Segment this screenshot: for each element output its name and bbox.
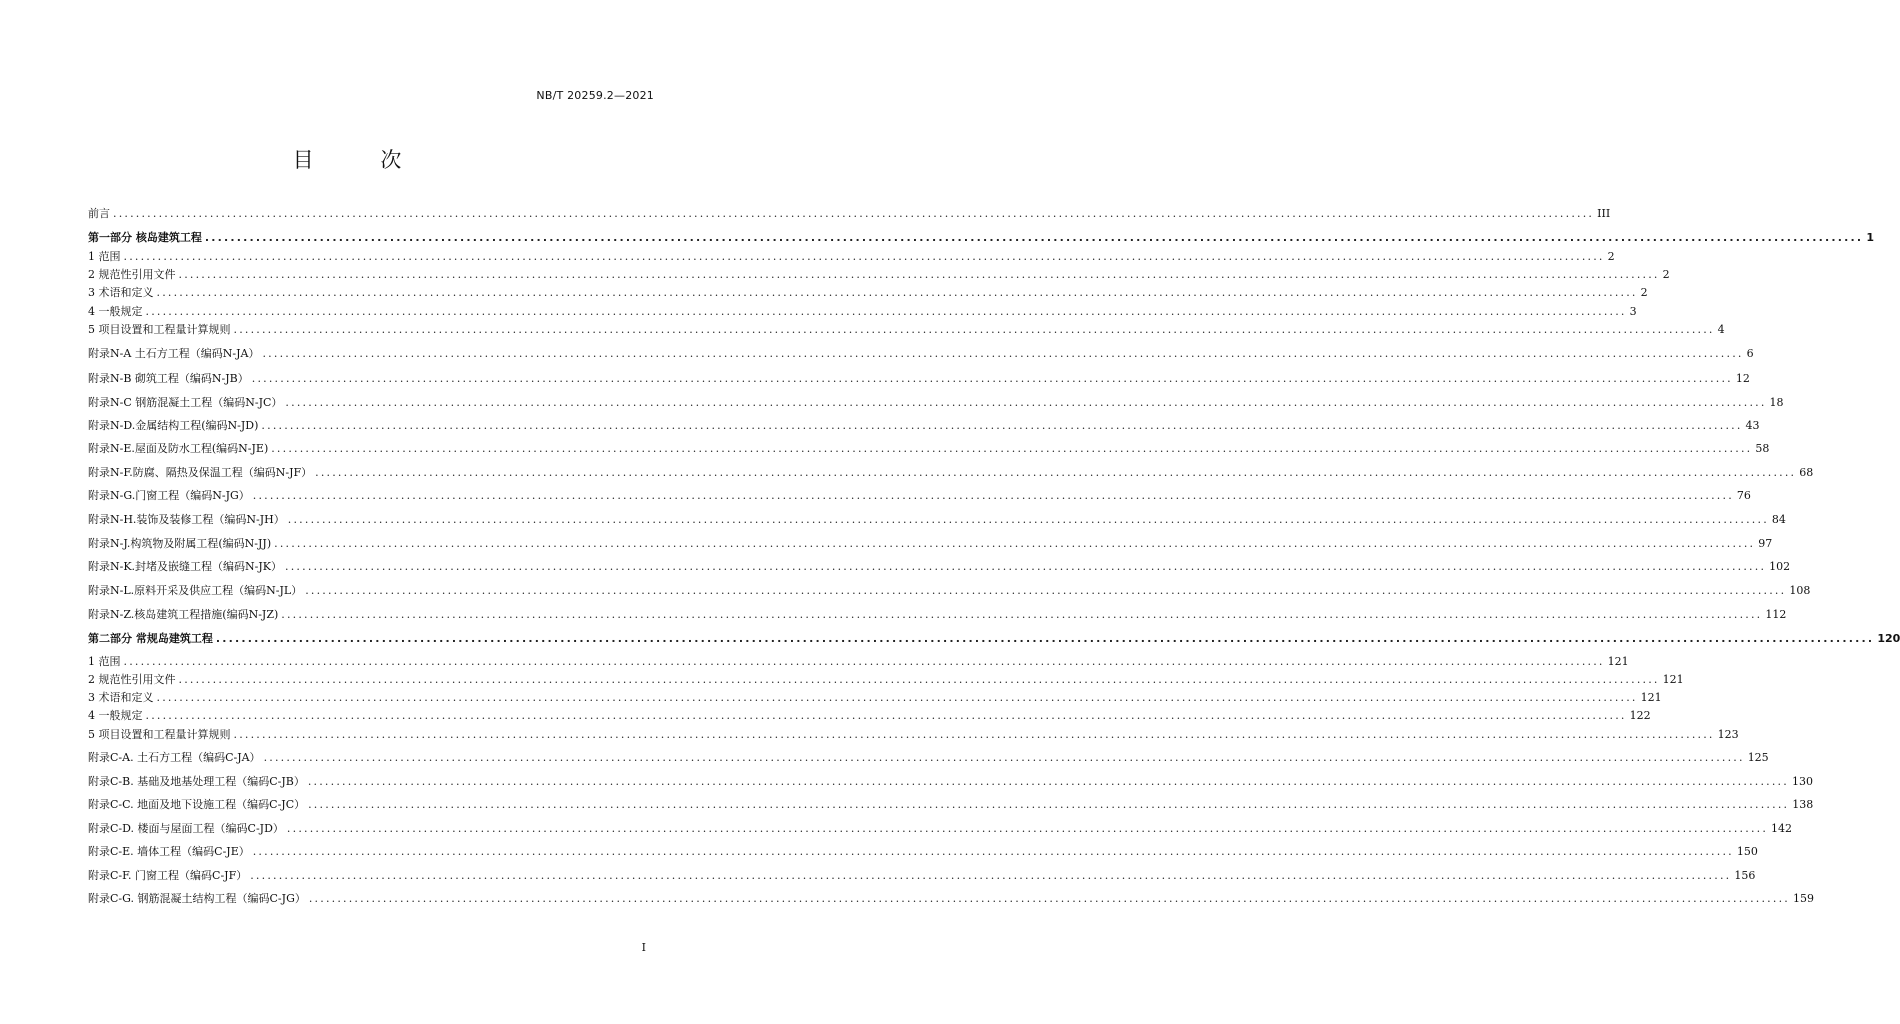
toc-dot-leader: .................................................................................................................................................................................................................................................................... xyxy=(307,775,1789,788)
toc-entry[interactable] xyxy=(88,394,1784,411)
toc-entry-label: 4 一般规定 xyxy=(88,709,143,722)
toc-dot-leader: .................................................................................................................................................................................................................................................................... xyxy=(204,231,1864,244)
toc-entry-label: 附录N-B 砌筑工程（编码N-JB） xyxy=(88,372,249,385)
toc-entry-label: 附录N-E.屋面及防水工程(编码N-JE) xyxy=(88,442,269,455)
toc-entry[interactable] xyxy=(88,248,1615,265)
toc-entry-page: 142 xyxy=(1771,822,1793,835)
toc-entry-page: 4 xyxy=(1717,323,1725,336)
toc-entry[interactable] xyxy=(88,820,1793,837)
toc-entry[interactable] xyxy=(88,582,1811,599)
toc-entry-page: 121 xyxy=(1607,655,1629,668)
toc-entry[interactable] xyxy=(88,440,1770,457)
toc-entry-page: 159 xyxy=(1792,892,1814,905)
toc-dot-leader: .................................................................................................................................................................................................................................................................... xyxy=(156,286,1638,299)
toc-entry-label: 附录C-E. 墙体工程（编码C-JE） xyxy=(88,845,250,858)
toc-entry-page: 120 xyxy=(1877,632,1900,645)
toc-entry[interactable] xyxy=(88,707,1651,724)
toc-entry-page: 121 xyxy=(1640,691,1662,704)
toc-entry[interactable] xyxy=(88,558,1791,575)
toc-entry-page: 1 xyxy=(1866,231,1874,244)
toc-entry[interactable] xyxy=(88,321,1725,338)
toc-entry-page: 2 xyxy=(1640,286,1648,299)
toc-dot-leader: .................................................................................................................................................................................................................................................................... xyxy=(178,268,1660,281)
toc-dot-leader: .................................................................................................................................................................................................................................................................... xyxy=(262,347,1744,360)
toc-entry[interactable] xyxy=(88,843,1758,860)
toc-dot-leader: .................................................................................................................................................................................................................................................................... xyxy=(145,305,1627,318)
toc-entry[interactable] xyxy=(88,867,1756,884)
toc-entry[interactable] xyxy=(88,345,1754,362)
toc-entry-label: 5 项目设置和工程量计算规则 xyxy=(88,323,231,336)
toc-entry-label: 第一部分 核岛建筑工程 xyxy=(88,231,202,244)
toc-dot-leader: .................................................................................................................................................................................................................................................................... xyxy=(287,513,1769,526)
toc-entry-label: 附录N-A 土石方工程（编码N-JA） xyxy=(88,347,260,360)
toc-dot-leader: .................................................................................................................................................................................................................................................................... xyxy=(285,396,1767,409)
toc-entry-page: 58 xyxy=(1755,442,1770,455)
toc-dot-leader: .................................................................................................................................................................................................................................................................... xyxy=(308,798,1790,811)
toc-dot-leader: .................................................................................................................................................................................................................................................................... xyxy=(145,709,1627,722)
toc-entry[interactable] xyxy=(88,487,1751,504)
page-title: 目 次 xyxy=(292,148,432,172)
toc-entry[interactable] xyxy=(88,464,1814,481)
toc-entry[interactable] xyxy=(88,671,1684,688)
toc-entry-label: 2 规范性引用文件 xyxy=(88,268,176,281)
standard-number: NB/T 20259.2—2021 xyxy=(536,89,654,102)
toc-entry-page: 18 xyxy=(1769,396,1784,409)
toc-entry-page: 43 xyxy=(1745,419,1760,432)
toc-dot-leader: .................................................................................................................................................................................................................................................................... xyxy=(123,250,1605,263)
toc-dot-leader: .................................................................................................................................................................................................................................................................... xyxy=(263,751,1745,764)
toc-entry-label: 附录C-D. 楼面与屋面工程（编码C-JD） xyxy=(88,822,284,835)
toc-entry[interactable] xyxy=(88,205,1611,222)
toc-entry-page: 2 xyxy=(1662,268,1670,281)
toc-dot-leader: .................................................................................................................................................................................................................................................................... xyxy=(261,419,1743,432)
toc-entry[interactable] xyxy=(88,653,1629,670)
toc-entry-label: 1 范围 xyxy=(88,655,121,668)
toc-dot-leader: .................................................................................................................................................................................................................................................................... xyxy=(123,655,1605,668)
toc-dot-leader: .................................................................................................................................................................................................................................................................... xyxy=(305,584,1787,597)
toc-entry-label: 附录N-L.原料开采及供应工程（编码N-JL） xyxy=(88,584,303,597)
toc-entry[interactable] xyxy=(88,796,1814,813)
toc-entry[interactable] xyxy=(88,630,1900,647)
toc-entry-page: 150 xyxy=(1736,845,1758,858)
toc-entry-label: 附录C-C. 地面及地下设施工程（编码C-JC） xyxy=(88,798,306,811)
toc-dot-leader: .................................................................................................................................................................................................................................................................... xyxy=(252,845,1734,858)
toc-entry-label: 附录N-H.装饰及装修工程（编码N-JH） xyxy=(88,513,285,526)
toc-entry[interactable] xyxy=(88,689,1662,706)
toc-entry-label: 附录N-K.封堵及嵌缝工程（编码N-JK） xyxy=(88,560,283,573)
toc-entry-page: III xyxy=(1597,207,1611,220)
toc-dot-leader: .................................................................................................................................................................................................................................................................... xyxy=(233,728,1715,741)
toc-entry-label: 3 术语和定义 xyxy=(88,286,154,299)
toc-dot-leader: .................................................................................................................................................................................................................................................................... xyxy=(233,323,1715,336)
toc-dot-leader: .................................................................................................................................................................................................................................................................... xyxy=(286,822,1769,835)
toc-dot-leader: .................................................................................................................................................................................................................................................................... xyxy=(156,691,1638,704)
toc-entry[interactable] xyxy=(88,749,1769,766)
toc-entry-label: 附录N-G.门窗工程（编码N-JG） xyxy=(88,489,250,502)
toc-entry[interactable] xyxy=(88,417,1760,434)
toc-entry-page: 102 xyxy=(1769,560,1791,573)
toc-dot-leader: .................................................................................................................................................................................................................................................................... xyxy=(285,560,1767,573)
page-number: I xyxy=(641,941,646,954)
toc-dot-leader: .................................................................................................................................................................................................................................................................... xyxy=(271,442,1753,455)
toc-dot-leader: .................................................................................................................................................................................................................................................................... xyxy=(113,207,1595,220)
toc-entry-page: 97 xyxy=(1758,537,1773,550)
toc-entry-label: 附录N-F.防腐、隔热及保温工程（编码N-JF） xyxy=(88,466,313,479)
toc-entry-label: 4 一般规定 xyxy=(88,305,143,318)
toc-dot-leader: .................................................................................................................................................................................................................................................................... xyxy=(252,489,1734,502)
toc-entry-page: 6 xyxy=(1746,347,1754,360)
toc-entry[interactable] xyxy=(88,303,1637,320)
toc-entry-label: 附录N-C 钢筋混凝土工程（编码N-JC） xyxy=(88,396,283,409)
toc-dot-leader: .................................................................................................................................................................................................................................................................... xyxy=(251,372,1733,385)
toc-entry-page: 3 xyxy=(1629,305,1637,318)
toc-entry[interactable] xyxy=(88,606,1787,623)
toc-entry-label: 第二部分 常规岛建筑工程 xyxy=(88,632,213,645)
toc-entry-page: 12 xyxy=(1735,372,1750,385)
toc-entry[interactable] xyxy=(88,535,1773,552)
toc-entry[interactable] xyxy=(88,284,1648,301)
toc-dot-leader: .................................................................................................................................................................................................................................................................... xyxy=(281,608,1763,621)
toc-dot-leader: .................................................................................................................................................................................................................................................................... xyxy=(215,632,1875,645)
toc-entry-label: 3 术语和定义 xyxy=(88,691,154,704)
toc-dot-leader: .................................................................................................................................................................................................................................................................... xyxy=(274,537,1756,550)
toc-entry-page: 121 xyxy=(1662,673,1684,686)
toc-entry-label: 附录C-A. 土石方工程（编码C-JA） xyxy=(88,751,261,764)
toc-dot-leader: .................................................................................................................................................................................................................................................................... xyxy=(308,892,1790,905)
toc-entry-page: 84 xyxy=(1771,513,1786,526)
toc-entry-page: 112 xyxy=(1765,608,1787,621)
toc-entry-label: 附录C-F. 门窗工程（编码C-JF） xyxy=(88,869,248,882)
toc-entry-page: 108 xyxy=(1789,584,1811,597)
toc-dot-leader: .................................................................................................................................................................................................................................................................... xyxy=(315,466,1797,479)
toc-entry[interactable] xyxy=(88,229,1874,246)
toc-entry[interactable] xyxy=(88,266,1670,283)
toc-entry-page: 125 xyxy=(1747,751,1769,764)
toc-entry-label: 附录N-Z.核岛建筑工程措施(编码N-JZ) xyxy=(88,608,279,621)
toc-dot-leader: .................................................................................................................................................................................................................................................................... xyxy=(178,673,1660,686)
toc-entry-page: 68 xyxy=(1799,466,1814,479)
toc-entry-label: 附录C-B. 基础及地基处理工程（编码C-JB） xyxy=(88,775,305,788)
toc-entry-page: 138 xyxy=(1792,798,1814,811)
toc-entry-label: 附录N-J.构筑物及附属工程(编码N-JJ) xyxy=(88,537,272,550)
toc-entry-label: 2 规范性引用文件 xyxy=(88,673,176,686)
toc-entry-page: 123 xyxy=(1717,728,1739,741)
toc-entry-label: 附录C-G. 钢筋混凝土结构工程（编码C-JG） xyxy=(88,892,306,905)
toc-dot-leader: .................................................................................................................................................................................................................................................................... xyxy=(250,869,1732,882)
toc-entry[interactable] xyxy=(88,511,1786,528)
toc-entry-label: 5 项目设置和工程量计算规则 xyxy=(88,728,231,741)
toc-entry-label: 前言 xyxy=(88,207,110,220)
toc-entry[interactable] xyxy=(88,370,1750,387)
toc-entry-page: 156 xyxy=(1734,869,1756,882)
toc-entry-page: 130 xyxy=(1791,775,1813,788)
toc-entry-label: 附录N-D.金属结构工程(编码N-JD) xyxy=(88,419,259,432)
toc-entry-page: 76 xyxy=(1736,489,1751,502)
toc-entry[interactable] xyxy=(88,773,1813,790)
toc-entry-page: 122 xyxy=(1629,709,1651,722)
toc-entry-label: 1 范围 xyxy=(88,250,121,263)
toc-entry[interactable] xyxy=(88,726,1739,743)
toc-entry[interactable] xyxy=(88,890,1814,907)
toc-entry-page: 2 xyxy=(1607,250,1615,263)
